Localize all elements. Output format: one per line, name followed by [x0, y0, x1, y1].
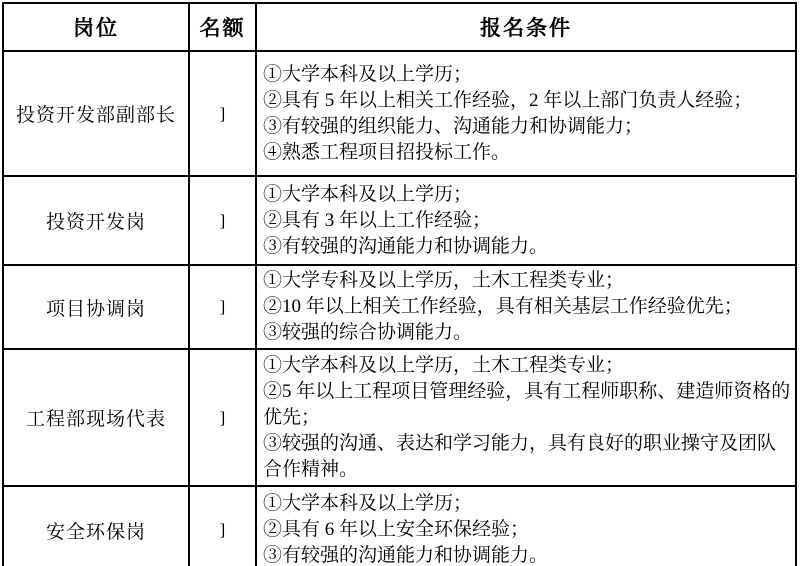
header-position: 岗位 [3, 3, 189, 51]
condition-item: ①大学本科及以上学历； [263, 493, 473, 514]
condition-item: ①大学本科及以上学历； [263, 63, 473, 85]
conditions-cell [256, 176, 796, 265]
condition-item: ①大学本科及以上学历，土木工程类专业； [263, 354, 625, 376]
condition-item: ①大学本科及以上学历； [263, 183, 473, 205]
condition-item: ③较强的综合协调能力。 [263, 322, 473, 343]
position-cell: 工程部现场代表 [3, 349, 189, 486]
quota-cell: ] [189, 176, 256, 265]
header-quota: 名额 [189, 3, 256, 51]
position-cell: 投资开发岗 [3, 176, 189, 265]
quota-cell: ] [189, 486, 256, 566]
condition-item: ②具有 3 年以上工作经验； [263, 209, 492, 231]
condition-item: ①大学专科及以上学历，土木工程类专业； [263, 270, 625, 291]
condition-item: ③有较强的沟通能力和协调能力。 [263, 235, 549, 257]
condition-item: ②具有 6 年以上安全环保经验； [263, 519, 530, 540]
condition-item: ④熟悉工程项目招投标工作。 [263, 141, 511, 163]
recruitment-table [2, 2, 797, 566]
position-cell: 投资开发部副部长 [3, 51, 189, 176]
conditions-cell [256, 265, 796, 349]
quota-cell: ] [189, 265, 256, 349]
condition-item: ②5 年以上工程项目管理经验，具有工程师职称、建造师资格的优先； [263, 380, 791, 428]
header-conditions: 报名条件 [256, 3, 796, 51]
conditions-cell [256, 51, 796, 176]
header-row [3, 3, 796, 51]
table-row [3, 486, 796, 566]
condition-item: ③较强的沟通、表达和学习能力，具有良好的职业操守及团队合作精神。 [263, 432, 777, 480]
condition-item: ③有较强的组织能力、沟通能力和协调能力； [263, 115, 644, 137]
position-cell: 安全环保岗 [3, 486, 189, 566]
table-row [3, 265, 796, 349]
table-row [3, 51, 796, 176]
conditions-cell [256, 349, 796, 486]
quota-cell: ] [189, 349, 256, 486]
quota-cell: ] [189, 51, 256, 176]
conditions-cell [256, 486, 796, 566]
table-row [3, 176, 796, 265]
condition-item: ②10 年以上相关工作经验，具有相关基层工作经验优先； [263, 296, 743, 317]
table-row [3, 349, 796, 486]
condition-item: ②具有 5 年以上相关工作经验，2 年以上部门负责人经验； [263, 89, 753, 111]
condition-item: ③有较强的沟通能力和协调能力。 [263, 545, 549, 566]
position-cell: 项目协调岗 [3, 265, 189, 349]
